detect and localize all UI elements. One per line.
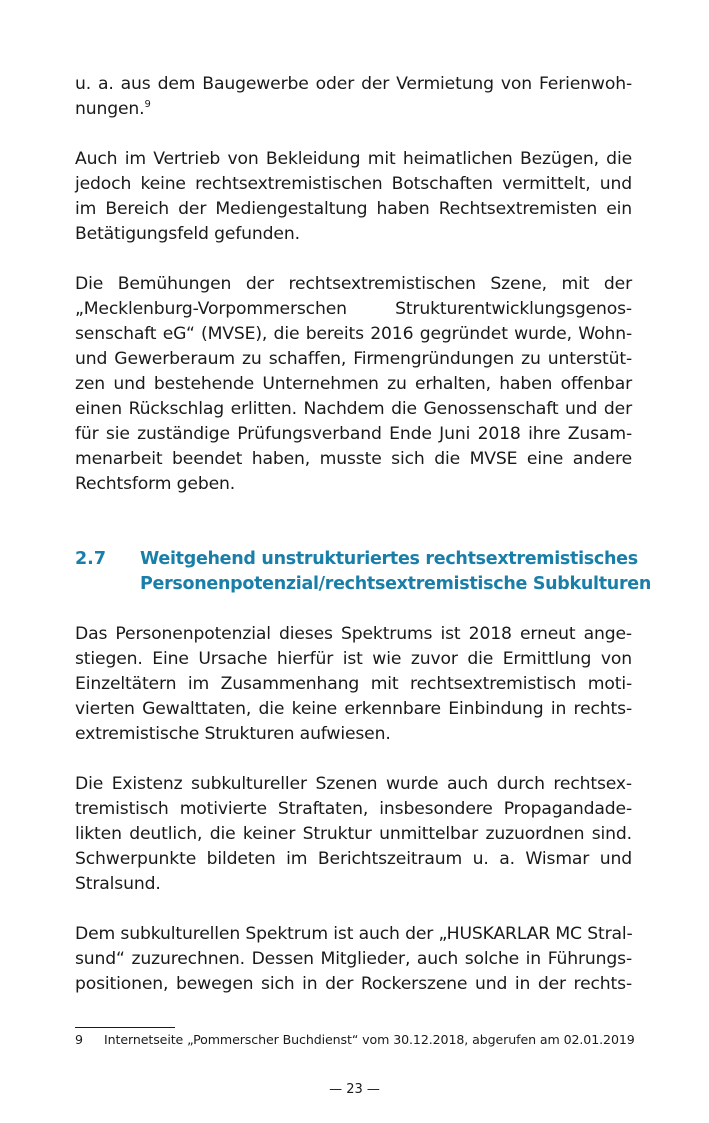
paragraph-3-line-5: zen und bestehende Unternehmen zu erhalten, haben offenbar xyxy=(75,374,632,394)
paragraph-6-line-1: Dem subkulturellen Spektrum ist auch der „HUSKARLAR MC Stral- xyxy=(75,924,633,944)
paragraph-3-line-1: Die Bemühungen der rechtsextremistischen Szene, mit der xyxy=(75,274,632,294)
paragraph-2-line-4: Betätigungsfeld gefunden. xyxy=(75,224,300,244)
paragraph-4-line-4: vierten Gewalttaten, die keine erkennbare Einbindung in rechts- xyxy=(75,699,632,719)
section-number: 2.7 xyxy=(75,549,107,569)
paragraph-2-line-2: jedoch keine rechtsextremistischen Botschaften vermittelt, und xyxy=(75,174,632,194)
paragraph-1-line-1: u. a. aus dem Baugewerbe oder der Vermietung von Ferienwoh- xyxy=(75,74,632,94)
paragraph-4-line-1: Das Personenpotenzial dieses Spektrums ist 2018 erneut ange- xyxy=(75,624,632,644)
paragraph-3-line-6: einen Rückschlag erlitten. Nachdem die Genossenschaft und der xyxy=(75,399,632,419)
paragraph-6-line-2: sund“ zuzurechnen. Dessen Mitglieder, auch solche in Führungs- xyxy=(75,949,632,969)
section-title-line-2: Personenpotenzial/rechtsextremistische Subkulturen xyxy=(140,574,652,594)
paragraph-4-line-3: Einzeltätern im Zusammenhang mit rechtsextremistisch moti- xyxy=(75,674,632,694)
paragraph-5-line-5: Stralsund. xyxy=(75,874,161,894)
paragraph-6-line-3: positionen, bewegen sich in der Rockerszene und in der rechts- xyxy=(75,974,632,994)
footnote-ref[interactable]: 9 xyxy=(144,99,151,110)
footnote-text: Internetseite „Pommerscher Buchdienst“ vom 30.12.2018, abgerufen am 02.01.2019 xyxy=(104,1032,635,1047)
page-number: — 23 — xyxy=(329,1082,380,1097)
paragraph-5-line-4: Schwerpunkte bildeten im Berichtszeitraum u. a. Wismar und xyxy=(75,849,632,869)
paragraph-2-line-1: Auch im Vertrieb von Bekleidung mit heimatlichen Bezügen, die xyxy=(75,149,632,169)
footnote xyxy=(75,1031,635,1049)
paragraph-5-line-3: likten deutlich, die keiner Struktur unmittelbar zuzuordnen sind. xyxy=(75,824,632,844)
paragraph-3-line-4: und Gewerberaum zu schaffen, Firmengründungen zu unterstüt- xyxy=(75,349,632,369)
paragraph-5-line-1: Die Existenz subkultureller Szenen wurde auch durch rechtsex- xyxy=(75,774,632,794)
paragraph-3-line-7: für sie zuständige Prüfungsverband Ende Juni 2018 ihre Zusam- xyxy=(75,424,632,444)
paragraph-4-line-5: extremistische Strukturen aufwiesen. xyxy=(75,724,391,744)
section-title-line-1: Weitgehend unstrukturiertes rechtsextremistisches xyxy=(140,549,638,569)
footnote-number: 9 xyxy=(75,1032,83,1047)
paragraph-3-line-8: menarbeit beendet haben, musste sich die MVSE eine andere xyxy=(75,449,632,469)
paragraph-3-line-9: Rechtsform geben. xyxy=(75,474,236,494)
paragraph-2-line-3: im Bereich der Mediengestaltung haben Rechtsextremisten ein xyxy=(75,199,632,219)
paragraph-3-line-3: senschaft eG“ (MVSE), die bereits 2016 gegründet wurde, Wohn- xyxy=(75,324,632,344)
paragraph-3-line-2: „Mecklenburg-Vorpommerschen Strukturentwicklungsgenos- xyxy=(75,299,632,319)
paragraph-4-line-2: stiegen. Eine Ursache hierfür ist wie zuvor die Ermittlung von xyxy=(75,649,632,669)
footnote-divider xyxy=(75,1027,175,1028)
paragraph-1-line-2: nungen.$^9$ xyxy=(75,99,151,119)
paragraph-5-line-2: tremistisch motivierte Straftaten, insbesondere Propagandade- xyxy=(75,799,632,819)
